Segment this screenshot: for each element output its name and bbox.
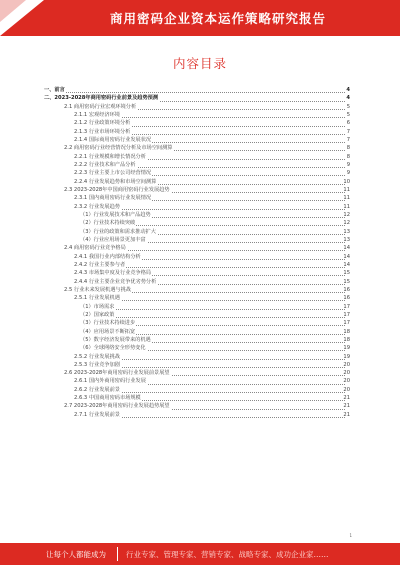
toc-leader-dots [80,311,345,318]
toc-entry-page: 20 [343,378,350,385]
toc-entry-label: 2.7 2023-2028年商用密码行业发展趋势展望 [64,403,170,410]
toc-entry-page: 19 [343,353,350,360]
toc-entry-label: 2.1.1 宏观经济环境 [74,111,120,118]
toc-entry[interactable] [44,111,350,119]
toc-entry-page: 4 [346,95,350,102]
toc-entry-page: 13 [343,236,350,243]
toc-entry-label: 2.5.1 行业发展机遇 [74,295,120,302]
toc-entry-label: 2.2.1 行业规模和增长情况分析 [74,153,146,160]
footer-slogan-right: 行业专家、管理专家、营销专家、战略专家、成功企业家…… [126,550,329,559]
page-number: 1 [349,533,352,538]
toc-entry-label: 2.6 2023-2028年商用密码行业发展前景展望 [64,370,170,377]
toc-entry[interactable] [44,228,350,236]
toc-entry[interactable] [44,194,350,202]
toc-entry[interactable] [44,344,350,352]
toc-entry-label: （1）行业发展技术和产品趋势 [80,211,151,218]
toc-entry[interactable] [44,186,350,194]
toc-entry-label: 2.4.1 我国行业内部结构分析 [74,253,141,260]
footer-slogan-left: 让每个人都能成为 [46,550,106,559]
toc-entry-label: 2.2.3 行业主要上市公司经营情况 [74,170,152,177]
toc-entry[interactable] [44,253,350,261]
toc-entry-page: 20 [343,386,350,393]
toc-entry-page: 9 [346,170,350,177]
toc-entry-page: 8 [346,153,350,160]
toc-entry[interactable] [44,119,350,127]
toc-entry-page: 14 [343,261,350,268]
toc-entry-page: 13 [343,228,350,235]
toc-entry-page: 5 [346,111,350,118]
toc-entry[interactable] [44,269,350,277]
toc-entry-page: 11 [343,186,350,193]
toc-entry-page: 16 [343,286,350,293]
toc-entry-label: 2.4 商用密码行业竞争格局 [64,245,126,252]
toc-entry-page: 6 [346,120,350,127]
toc-entry-page: 21 [343,411,350,418]
toc-entry[interactable] [44,211,350,219]
toc-entry-page: 17 [343,303,350,310]
toc-entry-label: 2.1 商用密码行业宏观环境分析 [64,103,137,110]
report-footer [0,543,400,565]
toc-entry-label: 一、前言 [44,87,65,93]
toc-entry[interactable] [44,136,350,144]
toc-entry-label: 2.1.4 国际商用密码行业发展状况 [74,136,152,143]
report-title: 商用密码企业资本运作策略研究报告 [110,11,327,26]
toc-entry[interactable] [44,144,350,152]
toc-entry[interactable] [44,103,350,111]
toc-entry-page: 20 [343,361,350,368]
toc-entry[interactable] [44,369,350,377]
toc-entry-page: 11 [343,203,350,210]
toc-entry[interactable] [44,319,350,327]
toc-entry-label: （4）行业应用场景更加丰富 [80,236,146,243]
toc-entry-label: （5）数字经济发展带来的机遇 [80,336,151,343]
toc-entry-label: 2.6.2 行业发展前景 [74,386,120,393]
report-header [0,0,400,36]
toc-entry-page: 20 [343,370,350,377]
header-corner-accent [0,0,26,22]
toc-entry[interactable] [44,353,350,361]
toc-entry-label: （2）国家政策 [80,311,115,318]
toc-title: 内容目录 [172,56,227,71]
toc-entry[interactable] [44,128,350,136]
toc-entry-page: 16 [343,295,350,302]
toc-entry-label: （1）市场需求 [80,303,115,310]
toc-entry-label: （4）应用场景不断拓宽 [80,328,136,335]
toc-entry-label: 二、2023-2028年商用密码行业前景及趋势预测 [44,95,159,102]
toc-entry[interactable] [44,328,350,336]
toc-entry-label: 2.4.2 行业主要参与者 [74,261,126,268]
toc-entry[interactable] [44,261,350,269]
toc-entry[interactable] [44,219,350,227]
toc-entry[interactable] [44,377,350,385]
toc-entry-page: 14 [343,253,350,260]
toc-entry-label: 2.1.3 行业市场环境分析 [74,128,131,135]
toc-entry[interactable] [44,203,350,211]
toc-leader-dots [44,86,345,93]
toc-entry-page: 17 [343,320,350,327]
toc-entry-page: 8 [346,145,350,152]
toc-entry-page: 19 [343,345,350,352]
toc-entry-page: 11 [343,195,350,202]
toc-entry-label: 2.2.2 行业技术和产品分析 [74,161,136,168]
toc-entry-label: 2.3 2023-2028年中国商用密码行业发展趋势 [64,186,170,193]
toc-entry-label: 2.2 商用密码行业经营情况分析及市场空间测算 [64,145,173,152]
toc-entry-page: 15 [343,278,350,285]
toc-leader-dots [80,303,345,310]
toc-entry[interactable] [44,153,350,161]
toc-entry[interactable] [44,402,350,410]
toc-entry[interactable] [44,278,350,286]
toc-entry[interactable] [44,161,350,169]
toc-entry-label: （2）行业技术持续突破 [80,220,136,227]
toc-entry-page: 12 [343,220,350,227]
toc-entry[interactable] [44,286,350,294]
toc-entry-page: 4 [346,87,350,93]
toc-entry-page: 15 [343,270,350,277]
toc-entry[interactable] [44,386,350,394]
toc-entry[interactable] [44,236,350,244]
toc-entry[interactable] [44,411,350,419]
toc-entry-page: 12 [343,211,350,218]
toc-entry[interactable] [44,361,350,369]
toc-entry-page: 18 [343,328,350,335]
toc-entry-label: 2.2.4 行业发展趋势和市场空间测算 [74,178,157,185]
toc-entry-label: 2.3.1 国内商用密码行业发展情况 [74,195,152,202]
toc-entry-label: 2.6.1 国内外商用密码行业发展 [74,378,146,385]
toc-entry-label: （3）行业技术持续进步 [80,320,136,327]
toc-entry-label: 2.3.2 行业发展趋势 [74,203,120,210]
toc-entry-label: 2.4.3 市场集中度及行业竞争格局 [74,270,152,277]
toc-entry[interactable] [44,311,350,319]
table-of-contents [44,86,350,419]
toc-entry[interactable] [44,86,350,94]
toc-entry-label: 2.5.3 行业竞争加剧 [74,361,120,368]
toc-entry-label: 2.4.4 行业主要企业竞争优劣势分析 [74,278,157,285]
toc-entry[interactable] [44,303,350,311]
toc-entry-label: 2.6.3 中国商用密码市场规模 [74,395,141,402]
toc-entry-page: 7 [346,136,350,143]
toc-entry[interactable] [44,178,350,186]
toc-entry[interactable] [44,244,350,252]
toc-entry-page: 10 [343,178,350,185]
toc-entry-page: 9 [346,161,350,168]
toc-entry-page: 21 [343,403,350,410]
toc-entry-page: 21 [343,395,350,402]
toc-entry-page: 18 [343,336,350,343]
toc-entry[interactable] [44,394,350,402]
toc-entry[interactable] [44,336,350,344]
toc-entry-page: 5 [346,103,350,110]
toc-entry[interactable] [44,294,350,302]
toc-entry-label: （3）行业的政策和需求推动扩大 [80,228,156,235]
toc-entry-label: 2.5 行业未来发展机遇与挑战 [64,286,131,293]
toc-entry-label: 2.5.2 行业发展挑战 [74,353,120,360]
toc-entry-label: 2.7.1 行业发展前景 [74,411,120,418]
toc-entry-page: 17 [343,311,350,318]
toc-entry-page: 7 [346,128,350,135]
toc-entry-page: 14 [343,245,350,252]
toc-entry-label: （6）全球网络安全形势变化 [80,345,146,352]
toc-entry-label: 2.1.2 行业政策环境分析 [74,120,131,127]
toc-entry[interactable] [44,169,350,177]
toc-entry[interactable] [44,94,350,102]
footer-divider [117,547,118,561]
